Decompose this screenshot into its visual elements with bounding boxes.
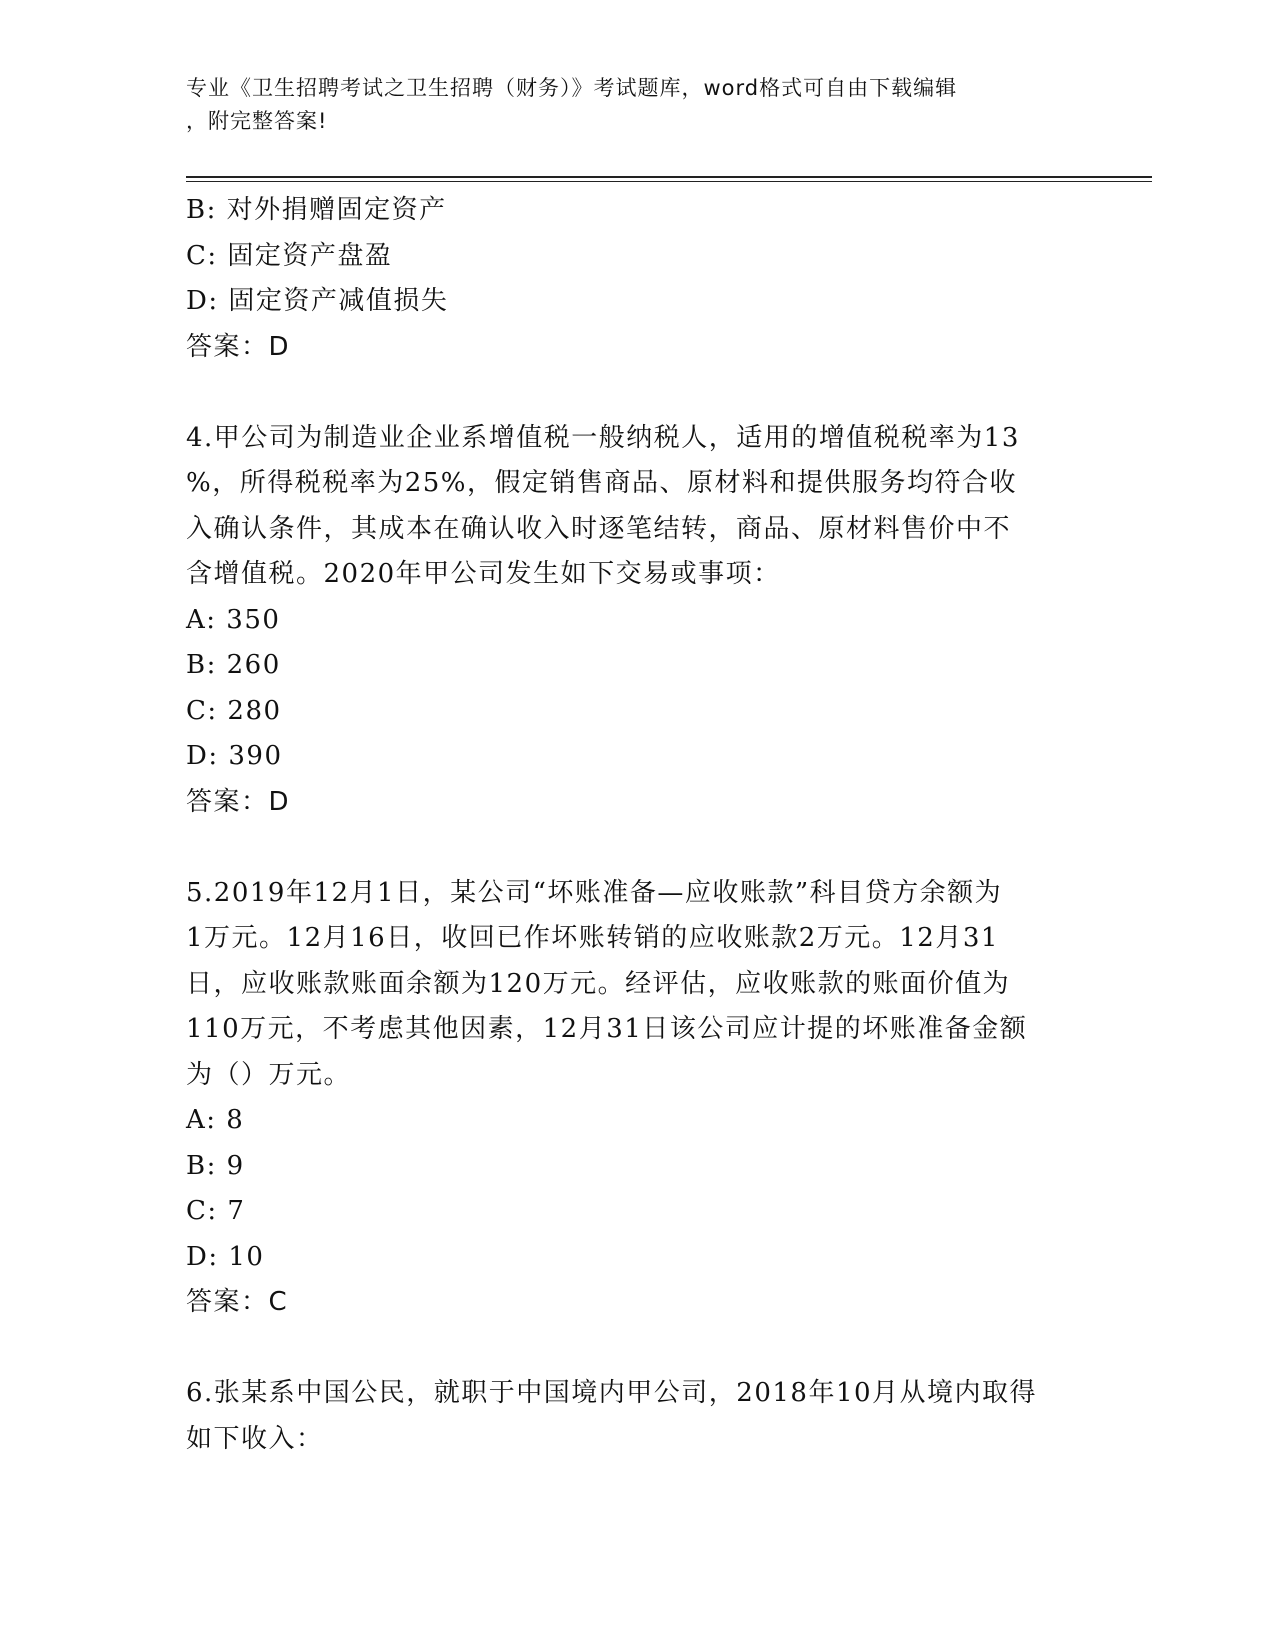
q6-stem-line-2: 如下收入： [186, 1423, 324, 1454]
q3-option-d: D: 固定资产减值损失 [186, 286, 449, 316]
question-3 [186, 188, 1086, 370]
header-line-2: ，附完整答案! [186, 109, 328, 133]
q3-answer: 答案：D [186, 331, 291, 362]
q4-answer: 答案：D [186, 786, 291, 817]
q4-stem-line-3: 入确认条件，其成本在确认收入时逐笔结转，商品、原材料售价中不 [186, 513, 1012, 544]
q4-option-a: A: 350 [186, 604, 281, 635]
spacer [186, 1326, 1086, 1372]
document-body [186, 188, 1086, 1462]
q5-option-d: D: 10 [186, 1241, 265, 1272]
question-4 [186, 416, 1086, 826]
q5-option-b: B: 9 [186, 1150, 245, 1181]
spacer [186, 370, 1086, 416]
header-line-1: 专业《卫生招聘考试之卫生招聘（财务）》考试题库，word格式可自由下载编辑 [186, 76, 958, 100]
question-6 [186, 1371, 1086, 1462]
q5-stem-line-1: 5.2019年12月1日，某公司“坏账准备—应收账款”科目贷方余额为 [186, 877, 1003, 908]
q4-option-d: D: 390 [186, 741, 283, 771]
q5-stem-line-4: 110万元，不考虑其他因素，12月31日该公司应计提的坏账准备金额 [186, 1014, 1028, 1044]
q3-option-c: C: 固定资产盘盈 [186, 240, 393, 271]
header-rule-thick [186, 176, 1152, 178]
header-rule-thin [186, 181, 1152, 182]
q4-stem-line-4: 含增值税。2020年甲公司发生如下交易或事项： [186, 559, 781, 589]
q5-option-c: C: 7 [186, 1196, 246, 1226]
document-header [186, 72, 1066, 138]
q5-stem-line-5: 为（）万元。 [186, 1059, 352, 1090]
q5-stem-line-3: 日，应收账款账面余额为120万元。经评估，应收账款的账面价值为 [186, 968, 1011, 999]
q4-stem-line-2: %，所得税税率为25%，假定销售商品、原材料和提供服务均符合收 [186, 468, 1017, 498]
q4-stem-line-1: 4.甲公司为制造业企业系增值税一般纳税人，适用的增值税税率为13 [186, 422, 1020, 453]
q5-option-a: A: 8 [186, 1105, 245, 1135]
spacer [186, 825, 1086, 871]
q4-option-c: C: 280 [186, 695, 282, 726]
question-5 [186, 871, 1086, 1326]
q5-answer: 答案：C [186, 1287, 289, 1317]
q4-option-b: B: 260 [186, 650, 281, 680]
q6-stem-line-1: 6.张某系中国公民，就职于中国境内甲公司，2018年10月从境内取得 [186, 1378, 1038, 1408]
q5-stem-line-2: 1万元。12月16日，收回已作坏账转销的应收账款2万元。12月31 [186, 923, 999, 953]
q3-option-b: B: 对外捐赠固定资产 [186, 195, 447, 225]
